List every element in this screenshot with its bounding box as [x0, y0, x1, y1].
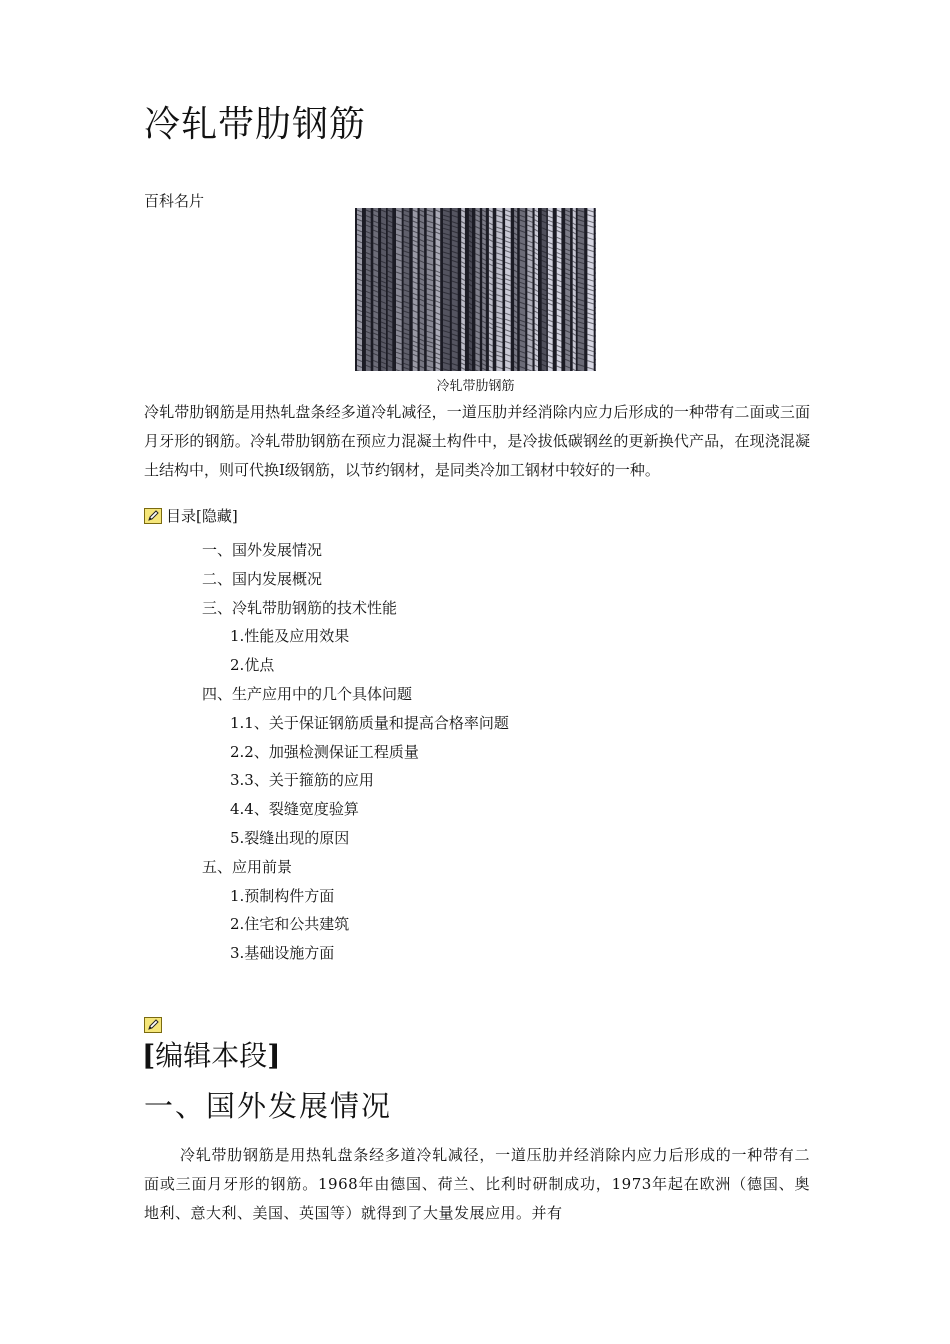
toc-heading: 目录 — [166, 507, 197, 525]
edit-bracket-close: ] — [267, 1039, 281, 1072]
summary-label: 百科名片 — [144, 192, 205, 210]
toc-item[interactable]: 1.性能及应用效果 — [230, 627, 350, 645]
toc-item[interactable]: 4.4、裂缝宽度验算 — [230, 800, 359, 818]
section-heading: 一、国外发展情况 — [144, 1089, 393, 1123]
toc-item[interactable]: 3.3、关于箍筋的应用 — [230, 771, 374, 789]
toc-item[interactable]: 三、冷轧带肋钢筋的技术性能 — [202, 599, 398, 617]
toc-hide-toggle[interactable]: [隐藏] — [196, 507, 238, 525]
toc-header — [144, 505, 238, 526]
toc-item[interactable]: 1.1、关于保证钢筋质量和提高合格率问题 — [230, 714, 509, 732]
toc-item[interactable]: 2.2、加强检测保证工程质量 — [230, 743, 419, 761]
toc-item[interactable]: 3.基础设施方面 — [230, 944, 335, 962]
toc-item[interactable]: 二、国内发展概况 — [202, 570, 323, 588]
section-paragraph: 冷轧带肋钢筋是用热轧盘条经多道冷轧减径，一道压肋并经消除内应力后形成的一种带有二面或三面月牙形的钢筋。1968年由德国、荷兰、比利时研制成功，1973年起在欧洲（德国、奥地利、意大利、美国、英国等）就得到了大量发展应用。并有 — [144, 1146, 810, 1222]
toc-item[interactable]: 一、国外发展情况 — [202, 541, 323, 559]
toc-item[interactable]: 2.住宅和公共建筑 — [230, 915, 350, 933]
rebar-photo — [355, 208, 596, 371]
edit-pencil-icon — [144, 1017, 162, 1033]
edit-bracket-open: [ — [142, 1039, 156, 1072]
toc-item[interactable]: 1.预制构件方面 — [230, 887, 335, 905]
page-title: 冷轧带肋钢筋 — [144, 104, 367, 145]
edit-section-link[interactable] — [142, 1034, 281, 1074]
intro-paragraph: 冷轧带肋钢筋是用热轧盘条经多道冷轧减径，一道压肋并经消除内应力后形成的一种带有二面或三面月牙形的钢筋。冷轧带肋钢筋在预应力混凝土构件中，是冷拔低碳钢丝的更新换代产品，在现浇混凝土结构中，则可代换Ⅰ级钢筋，以节约钢材，是同类冷加工钢材中较好的一种。 — [144, 403, 810, 479]
edit-section-label: 编辑本段 — [155, 1039, 268, 1072]
toc-item[interactable]: 五、应用前景 — [202, 858, 293, 876]
toc-item[interactable]: 四、生产应用中的几个具体问题 — [202, 685, 413, 703]
photo-caption: 冷轧带肋钢筋 — [436, 379, 515, 394]
toc-item[interactable]: 5.裂缝出现的原因 — [230, 829, 350, 847]
edit-pencil-icon — [144, 508, 162, 524]
toc-item[interactable]: 2.优点 — [230, 656, 275, 674]
